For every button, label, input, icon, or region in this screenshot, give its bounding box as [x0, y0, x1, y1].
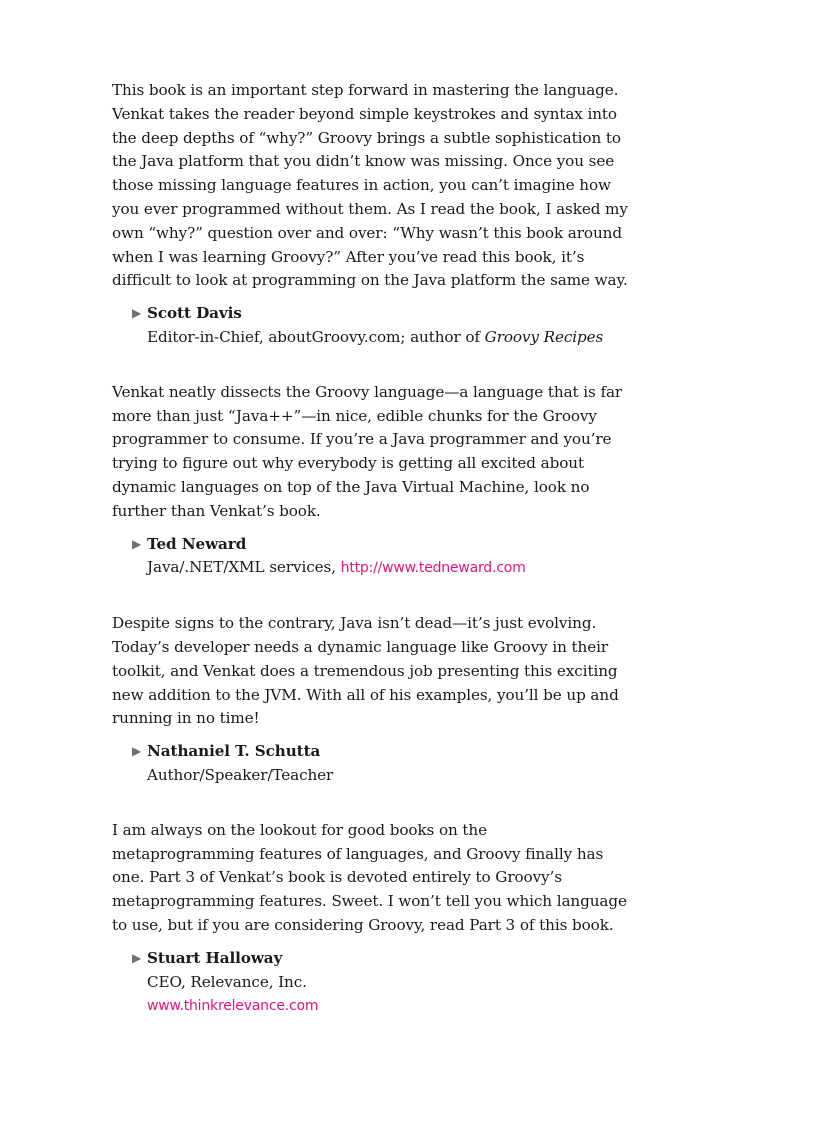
endorser-name: Nathaniel T. Schutta — [147, 742, 321, 761]
endorsement-nathaniel-schutta — [112, 612, 632, 788]
endorsement-quote: Despite signs to the contrary, Java isn’t dead—it’s just evolving. Today’s developer needs a dynamic language like Groovy in their toolkit, and Venkat does a tremendous job presenting this exciting new addition to the JVM. With all of his examples, you’ll be up and running in no time! — [112, 614, 619, 728]
endorsement-quote: I am always on the lookout for good books on the metaprogramming features of languages, and Groovy finally has one. Part 3 of Venkat’s book is devoted entirely to Groovy’s metaprogramming features. Sweet. I won’t tell you which language to use, but if you are considering Groovy, read Part 3 of this book. — [112, 820, 627, 934]
endorser-website-link[interactable]: www.thinkrelevance.com — [147, 998, 319, 1015]
endorsement-quote: Venkat neatly dissects the Groovy language—a language that is far more than just “Java++”—in nice, edible chunks for the Groovy programmer to consume. If you’re a Java programmer and you’re trying to figure out why everybody is getting all excited about dynamic languages on top of the Java Virtual Machine, look no further than Venkat’s book. — [112, 382, 623, 520]
endorsement-ted-neward — [112, 381, 632, 581]
endorsement-attribution — [112, 740, 632, 788]
endorser-title-text: Java/.NET/XML services, — [147, 558, 341, 577]
endorser-title-text: Editor-in-Chief, aboutGroovy.com; author of — [147, 327, 485, 346]
endorser-title: Author/Speaker/Teacher — [147, 765, 334, 784]
endorsement-attribution — [112, 302, 632, 350]
arrow-icon: ▶ — [132, 950, 142, 965]
endorsement-attribution — [112, 947, 632, 1019]
endorser-website-link[interactable]: http://www.tedneward.com — [340, 560, 526, 577]
endorsement-scott-davis — [112, 79, 632, 350]
arrow-icon: ▶ — [132, 536, 142, 551]
endorser-title — [147, 556, 632, 581]
book-title: Groovy Recipes — [484, 327, 604, 346]
endorser-name: Ted Neward — [147, 534, 247, 553]
endorser-name: Stuart Halloway — [147, 948, 283, 967]
endorser-title — [147, 326, 632, 350]
arrow-icon: ▶ — [132, 744, 142, 759]
endorsement-quote: This book is an important step forward in mastering the language. Venkat takes the reader beyond simple keystrokes and syntax into the deep depths of “why?” Groovy brings a subtle sophistication to the Java platform that you didn’t know was missing. Once you see those missing language features in action, you can’t imagine how you ever programmed without them. As I read the book, I asked my own “why?” question over and over: “Why wasn’t this book around when I was learning Groovy?” After you’ve read this book, it’s difficult to look at programming on the Java platform the same way. — [112, 81, 628, 290]
endorsement-attribution — [112, 533, 632, 582]
endorsement-stuart-halloway — [112, 819, 632, 1019]
endorser-title: CEO, Relevance, Inc. — [147, 972, 307, 991]
arrow-icon: ▶ — [132, 306, 142, 321]
endorser-name: Scott Davis — [147, 304, 242, 323]
endorser-website-line — [147, 994, 632, 1019]
endorsements-page — [112, 79, 632, 1019]
